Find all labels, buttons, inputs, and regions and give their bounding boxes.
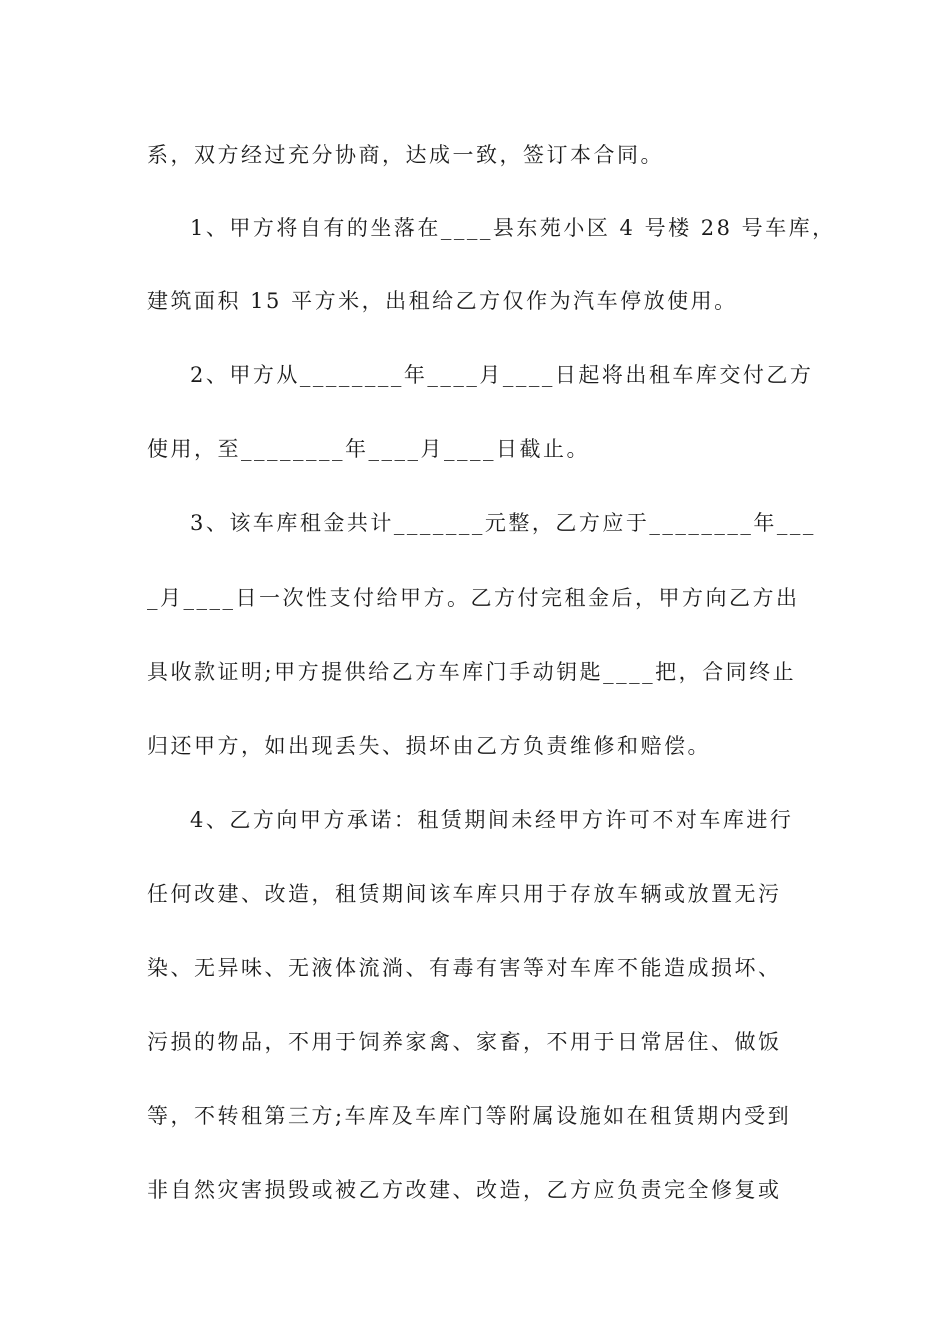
- text-line: 归还甲方，如出现丢失、损坏由乙方负责维修和赔偿。: [147, 734, 711, 758]
- text-line: 系，双方经过充分协商，达成一致，签订本合同。: [147, 143, 664, 167]
- text-line: 具收款证明;甲方提供给乙方车库门手动钥匙____把，合同终止: [147, 660, 797, 684]
- text-line: 建筑面积 15 平方米，出租给乙方仅作为汽车停放使用。: [147, 289, 738, 313]
- clause-3-line: 3、该车库租金共计_______元整，乙方应于________年___: [190, 511, 816, 535]
- text-line: 染、无异味、无液体流淌、有毒有害等对车库不能造成损坏、: [147, 956, 782, 980]
- clause-1-line: 1、甲方将自有的坐落在____县东苑小区 4 号楼 28 号车库，: [190, 216, 836, 240]
- text-line: 等，不转租第三方;车库及车库门等附属设施如在租赁期内受到: [147, 1104, 792, 1128]
- text-line: 非自然灾害损毁或被乙方改建、改造，乙方应负责完全修复或: [147, 1178, 782, 1202]
- clause-4-line: 4、乙方向甲方承诺：租赁期间未经甲方许可不对车库进行: [190, 808, 794, 832]
- text-line: 任何改建、改造，租赁期间该车库只用于存放车辆或放置无污: [147, 882, 782, 906]
- text-line: 使用，至________年____月____日截止。: [147, 437, 590, 461]
- text-line: _月____日一次性支付给甲方。乙方付完租金后，甲方向乙方出: [147, 586, 800, 610]
- text-line: 污损的物品，不用于饲养家禽、家畜，不用于日常居住、做饭: [147, 1030, 782, 1054]
- clause-2-line: 2、甲方从________年____月____日起将出租车库交付乙方: [190, 363, 814, 387]
